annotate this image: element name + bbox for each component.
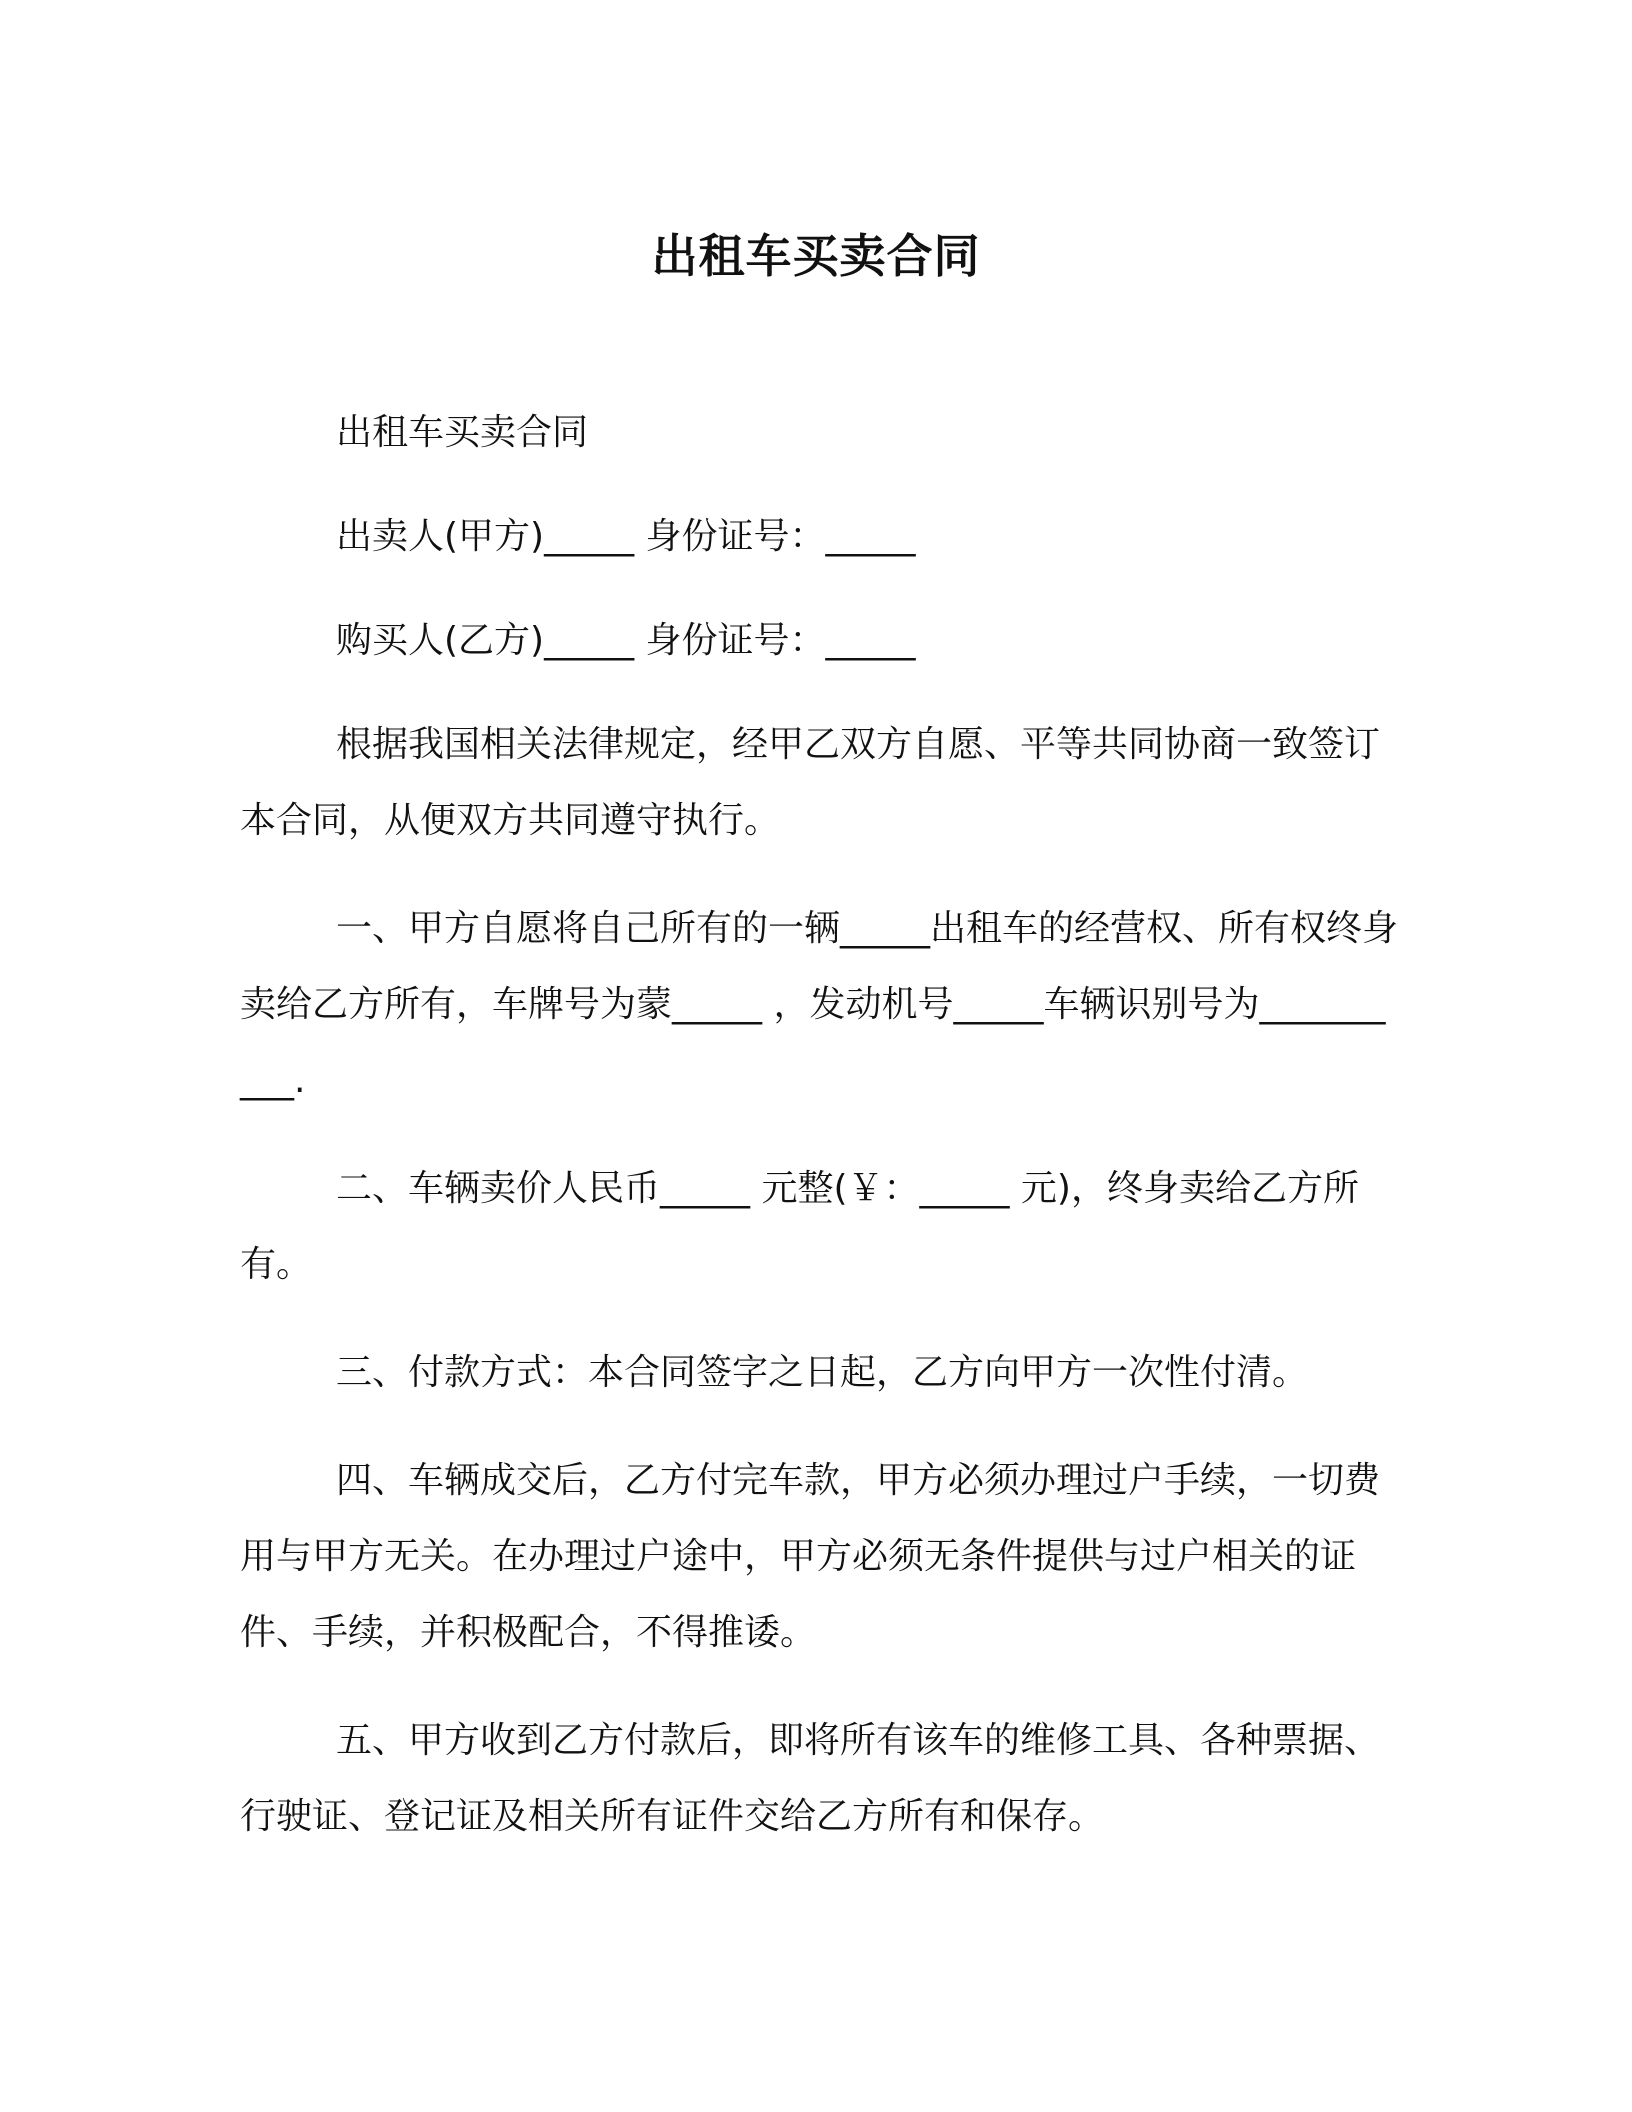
clause-5: 五、甲方收到乙方付款后，即将所有该车的维修工具、各种票据、行驶证、登记证及相关所有证件交给乙方所有和保存。 [240, 1720, 1381, 1837]
clause-3: 三、付款方式：本合同签字之日起，乙方向甲方一次性付清。 [336, 1352, 1309, 1393]
seller-line: 出卖人(甲方)_____ 身份证号：_____ [336, 516, 916, 557]
clause-1: 一、甲方自愿将自己所有的一辆_____出租车的经营权、所有权终身卖给乙方所有，车牌号为蒙_____ ，发动机号_____车辆识别号为__________. [240, 908, 1399, 1101]
document-title: 出租车买卖合同 [651, 229, 981, 283]
clause-4: 四、车辆成交后，乙方付完车款，甲方必须办理过户手续，一切费用与甲方无关。在办理过户途中，甲方必须无条件提供与过户相关的证件、手续，并积极配合，不得推诿。 [240, 1460, 1381, 1653]
clause-2: 二、车辆卖价人民币_____ 元整(￥：_____ 元)，终身卖给乙方所有。 [240, 1168, 1359, 1285]
document-body [240, 395, 1400, 1887]
contract-subtitle: 出租车买卖合同 [336, 412, 589, 453]
buyer-line: 购买人(乙方)_____ 身份证号：_____ [336, 620, 916, 661]
preamble-paragraph: 根据我国相关法律规定，经甲乙双方自愿、平等共同协商一致签订本合同，从便双方共同遵守执行。 [240, 724, 1381, 841]
